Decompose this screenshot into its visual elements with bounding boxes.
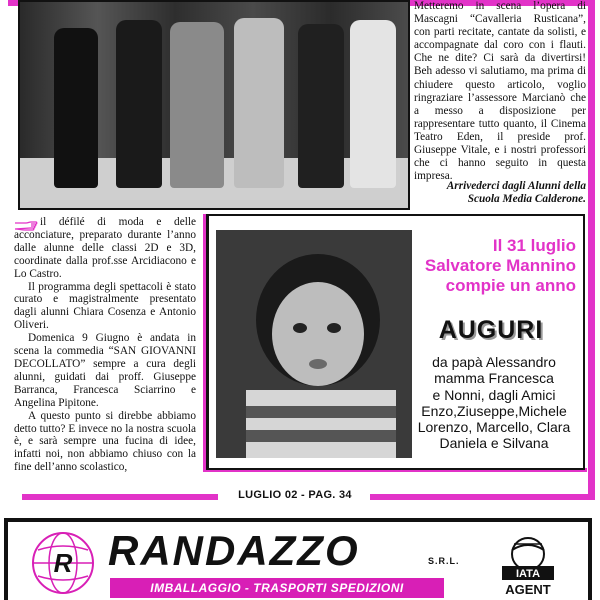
iata-logo-icon <box>496 534 560 582</box>
fashion-show-photo <box>18 0 410 210</box>
wishes-line: da papà Alessandro <box>432 354 556 370</box>
model-figure <box>298 24 344 188</box>
wishes-line: Enzo,Ziuseppe,Michele <box>421 402 567 419</box>
article-paragraph: A questo punto si direbbe abbiamo detto tutto? E invece no la nostra scuola è, e sarà sempre una fucina di idee, infatti noi, non abbiamo chiuso con la fine dell’anno scolastico, <box>14 409 196 474</box>
wishes-line: mamma Francesca <box>434 370 554 387</box>
model-figure <box>350 20 396 188</box>
model-figure <box>170 22 224 188</box>
headline-line: Salvatore Mannino <box>424 256 576 275</box>
iata-label: IATA <box>515 568 541 580</box>
model-figure <box>54 28 98 188</box>
article-paragraph: Il programma degli spettacoli è stato curato e magistralmente presentato dagli alunni Chiara Cosenza e Antonio Oliveri. <box>14 280 196 332</box>
headline-line: Il 31 luglio <box>492 236 576 255</box>
magenta-bottom-rule-left <box>22 494 218 500</box>
model-figure <box>234 18 284 188</box>
model-figure <box>116 20 162 188</box>
article-signature: Arrivederci dagli Alunni della Scuola Media Calderone. <box>446 180 586 205</box>
auguri-title: AUGURI <box>438 316 544 344</box>
logo-letter: R <box>53 548 73 578</box>
brand-suffix: S.R.L. <box>428 556 460 566</box>
baby-portrait-photo <box>216 230 412 458</box>
article-paragraph: Domenica 9 Giugno è andata in scena la commedia “SAN GIOVANNI DECOLLATO” sempre a cura degli alunni, guidati dai proff. Giuseppe Barranca, Francesca Sciarrino e Angelina Pipitone. <box>14 332 196 409</box>
headline-line: compie un anno <box>445 276 576 295</box>
birthday-headline <box>414 236 576 296</box>
brand-name: RANDAZZO <box>108 527 360 574</box>
magenta-bottom-rule-right <box>370 494 595 500</box>
article-continuation-text: Metteremo in scena l’opera di Mascagni “Cavalleria Rusticana”, con parti recitate, cantate da solisti, e accompagnate dal coro con i flauti. Che ne dite? Ci sarà da divertirsi! Beh adesso vi salutiamo, ma prima di chiudere questo articolo, voglio ringraziare l’assessore Marcianò che a messo a disposizione per rappresentare tutto quanto, il Cinema Teatro Eden, il preside prof. Giuseppe Vitale, e i nostri professori che ci hanno seguito in questa impresa. <box>414 0 586 183</box>
wishes-text <box>406 354 582 452</box>
wishes-line: Daniela e Silvana <box>439 435 549 452</box>
school-article-column <box>14 216 196 474</box>
wishes-line: Lorenzo, Marcello, Clara <box>417 419 571 436</box>
article-paragraph: il défilé di moda e delle acconciature, preparato durante l’anno dalle alunne delle classi 2D e 3D, coordinate dalla prof.sse Arcidiacono e Lo Castro. <box>14 216 196 280</box>
globe-logo-icon <box>28 528 98 598</box>
wishes-line: e Nonni, dagli Amici <box>432 386 556 403</box>
magenta-right-rule <box>588 0 595 498</box>
agent-label: AGENT <box>505 582 551 597</box>
page-folio: LUGLIO 02 - PAG. 34 <box>238 489 352 501</box>
baby-portrait-illustration <box>216 230 412 458</box>
ad-tagline: IMBALLAGGIO - TRASPORTI SPEDIZIONI <box>110 578 444 598</box>
